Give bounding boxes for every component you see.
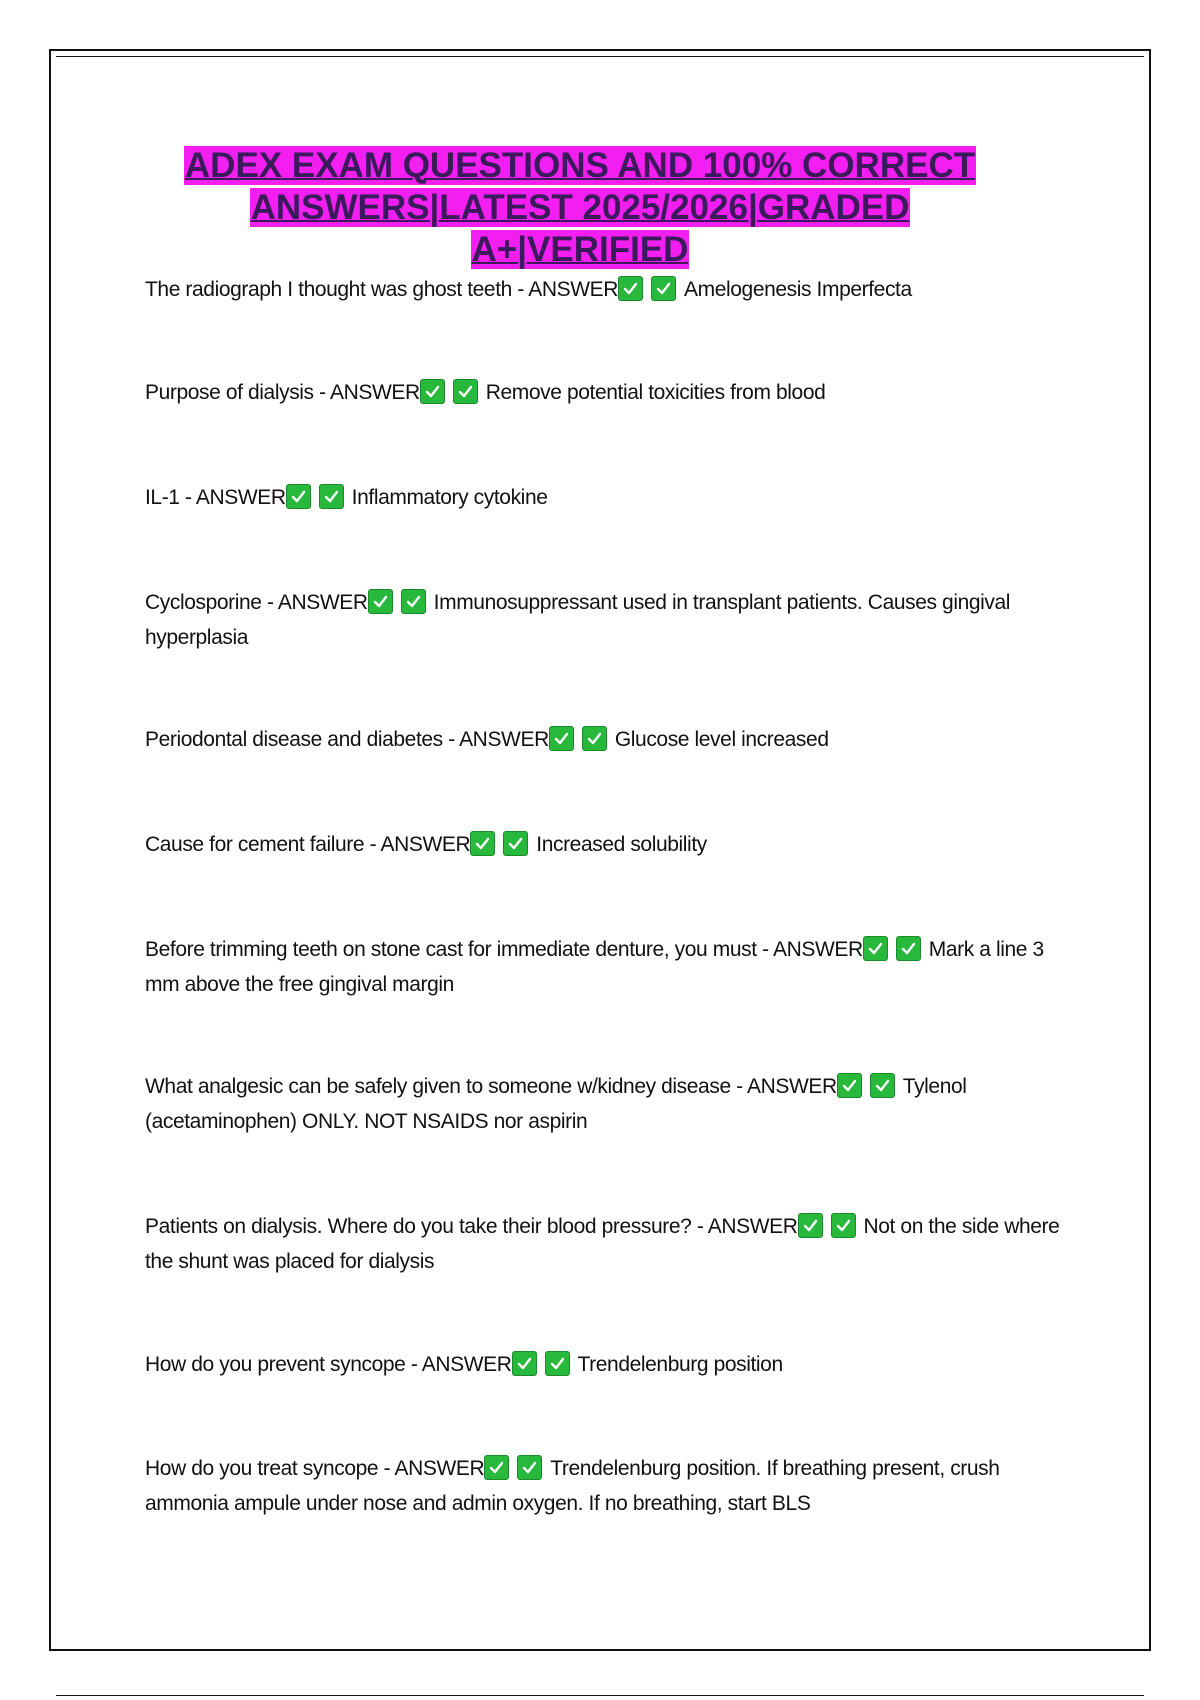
- answer-text: Tylenol (acetaminophen) ONLY. NOT NSAIDS nor aspirin: [145, 1075, 967, 1133]
- answer-marker: - ANSWER: [756, 938, 863, 961]
- checkmark-icon: [831, 1213, 856, 1238]
- answer-marker: - ANSWER: [261, 591, 368, 614]
- answer-text: Amelogenesis Imperfecta: [684, 278, 912, 301]
- answer-marker: - ANSWER: [378, 1457, 485, 1480]
- answer-text: Inflammatory cytokine: [351, 486, 548, 509]
- question-text: The radiograph I thought was ghost teeth: [145, 278, 512, 301]
- question-text: Patients on dialysis. Where do you take their blood pressure?: [145, 1215, 692, 1238]
- checkmark-icon: [896, 936, 921, 961]
- checkmark-icon: [837, 1073, 862, 1098]
- answer-marker: - ANSWER: [313, 381, 420, 404]
- checkmark-icon: [582, 726, 607, 751]
- answer-marker: - ANSWER: [364, 833, 471, 856]
- checkmark-icon: [545, 1351, 570, 1376]
- answer-marker: - ANSWER: [179, 486, 286, 509]
- answer-text: Glucose level increased: [614, 728, 829, 751]
- question-text: How do you prevent syncope: [145, 1353, 406, 1376]
- qa-item: [145, 722, 1075, 757]
- answer-text: Remove potential toxicities from blood: [485, 381, 826, 404]
- checkmark-icon: [286, 484, 311, 509]
- checkmark-icon: [651, 276, 676, 301]
- checkmark-icon: [319, 484, 344, 509]
- title-line-3: A+|VERIFIED: [471, 230, 689, 269]
- answer-text: Mark a line 3 mm above the free gingival margin: [145, 938, 1044, 996]
- answer-marker: - ANSWER: [730, 1075, 837, 1098]
- question-text: Before trimming teeth on stone cast for immediate denture, you must: [145, 938, 757, 961]
- checkmark-icon: [401, 589, 426, 614]
- page-top-rule: [56, 56, 1144, 57]
- checkmark-icon: [512, 1351, 537, 1376]
- answer-text: Trendelenburg position. If breathing present, crush ammonia ampule under nose and admin oxygen. If no breathing, start BLS: [145, 1457, 1000, 1515]
- document-title: [130, 145, 1030, 271]
- answer-marker: - ANSWER: [511, 278, 619, 301]
- question-text: Cyclosporine: [145, 591, 262, 614]
- answer-marker: - ANSWER: [442, 728, 549, 751]
- qa-item: [145, 375, 1075, 410]
- qa-item: [145, 272, 1075, 307]
- checkmark-icon: [863, 936, 888, 961]
- page-bottom-rule: [56, 1695, 1144, 1696]
- checkmark-icon: [549, 726, 574, 751]
- checkmark-icon: [503, 831, 528, 856]
- qa-item: [145, 1209, 1075, 1279]
- checkmark-icon: [870, 1073, 895, 1098]
- qa-item: [145, 932, 1075, 1002]
- qa-item: [145, 1451, 1075, 1521]
- answer-text: Increased solubility: [536, 833, 707, 856]
- checkmark-icon: [453, 379, 478, 404]
- checkmark-icon: [798, 1213, 823, 1238]
- checkmark-icon: [517, 1455, 542, 1480]
- title-line-2: ANSWERS|LATEST 2025/2026|GRADED: [250, 188, 910, 227]
- title-line-1: ADEX EXAM QUESTIONS AND 100% CORRECT: [184, 146, 976, 185]
- qa-item: [145, 1347, 1075, 1382]
- question-text: What analgesic can be safely given to someone w/kidney disease: [145, 1075, 731, 1098]
- qa-item: [145, 827, 1075, 862]
- question-text: Cause for cement failure: [145, 833, 365, 856]
- question-text: IL-1: [145, 486, 180, 509]
- checkmark-icon: [420, 379, 445, 404]
- checkmark-icon: [484, 1455, 509, 1480]
- question-text: How do you treat syncope: [145, 1457, 379, 1480]
- checkmark-icon: [470, 831, 495, 856]
- qa-item: [145, 480, 1075, 515]
- question-text: Purpose of dialysis: [145, 381, 314, 404]
- qa-item: [145, 585, 1075, 655]
- answer-text: Trendelenburg position: [577, 1353, 783, 1376]
- checkmark-icon: [618, 276, 643, 301]
- answer-text: Immunosuppressant used in transplant patients. Causes gingival hyperplasia: [145, 591, 1011, 649]
- answer-marker: - ANSWER: [405, 1353, 512, 1376]
- answer-marker: - ANSWER: [691, 1215, 798, 1238]
- qa-item: [145, 1069, 1075, 1139]
- answer-text: Not on the side where the shunt was placed for dialysis: [145, 1215, 1060, 1273]
- question-text: Periodontal disease and diabetes: [145, 728, 443, 751]
- checkmark-icon: [368, 589, 393, 614]
